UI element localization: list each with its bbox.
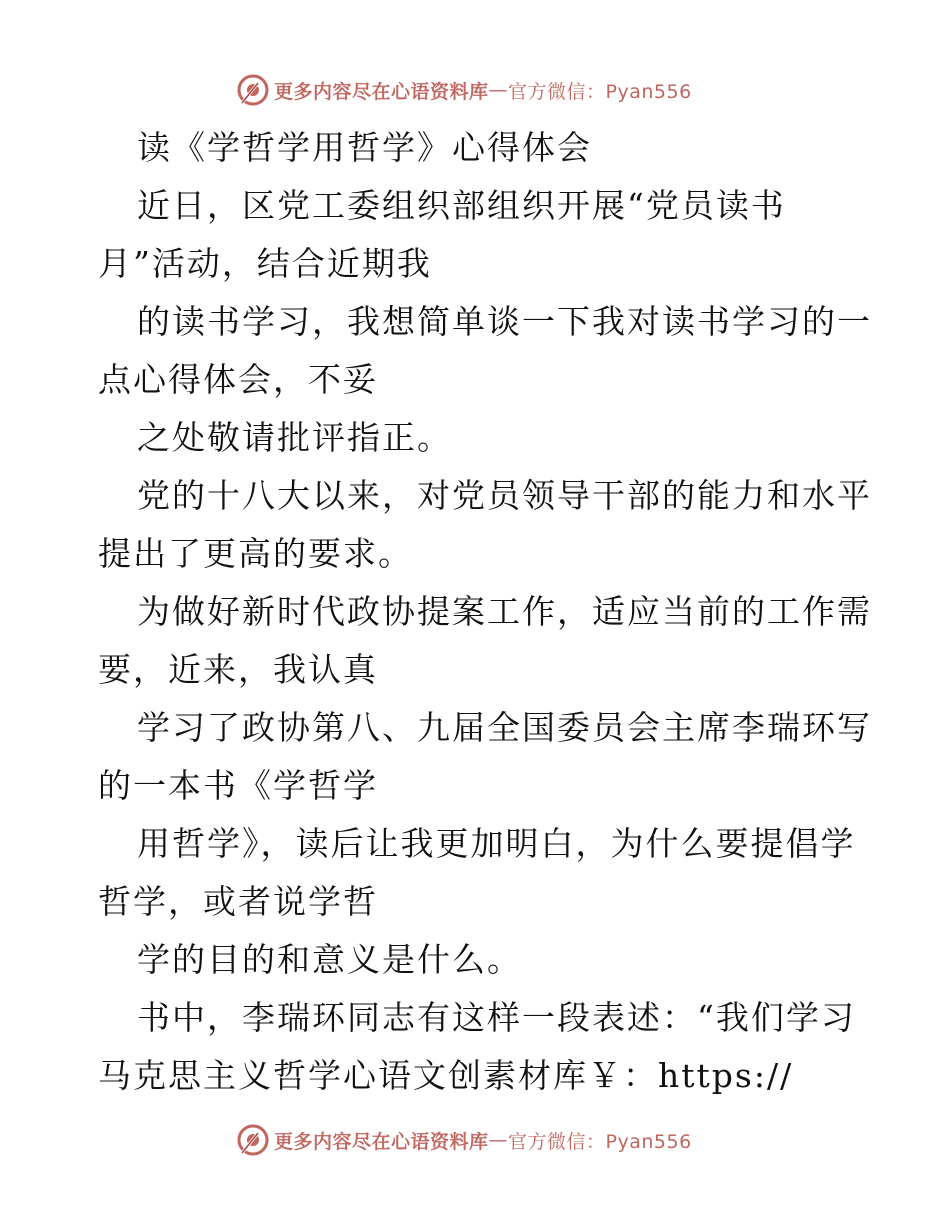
paragraph-line: 点心得体会，不妥 — [98, 360, 378, 399]
document-title: 读《学哲学用哲学》心得体会 — [137, 128, 592, 167]
paragraph-line: 要，近来，我认真 — [98, 650, 378, 689]
paragraph-line: 的读书学习，我想简单谈一下我对读书学习的一 — [137, 302, 872, 341]
paragraph-line: 书中，李瑞环同志有这样一段表述：“我们学习 — [137, 998, 856, 1037]
paragraph-line: 为做好新时代政协提案工作，适应当前的工作需 — [137, 592, 872, 631]
watermark-brand-text: 更多内容尽在心语资料库 — [274, 80, 489, 103]
watermark-dash: — — [488, 79, 509, 101]
watermark-contact-text: 官方微信：Pyan556 — [508, 1130, 692, 1153]
seal-logo-icon — [236, 1123, 270, 1157]
paragraph-line: 学的目的和意义是什么。 — [137, 940, 522, 979]
paragraph-line: 党的十八大以来，对党员领导干部的能力和水平 — [137, 476, 872, 515]
paragraph-line: 近日，区党工委组织部组织开展“党员读书 — [137, 186, 786, 225]
watermark-dash: — — [488, 1129, 509, 1151]
paragraph-line: 的一本书《学哲学 — [98, 766, 378, 805]
watermark-brand-text: 更多内容尽在心语资料库 — [274, 1130, 489, 1153]
paragraph-line: 学习了政协第八、九届全国委员会主席李瑞环写 — [137, 708, 872, 747]
paragraph-line: 之处敬请批评指正。 — [137, 418, 452, 457]
footer-watermark — [236, 1122, 716, 1158]
watermark-contact-text: 官方微信：Pyan556 — [508, 80, 692, 103]
paragraph-line: 马克思主义哲学心语文创素材库￥：https:// — [98, 1056, 794, 1095]
paragraph-line: 月”活动，结合近期我 — [98, 244, 432, 283]
paragraph-line: 提出了更高的要求。 — [98, 534, 413, 573]
paragraph-line: 哲学，或者说学哲 — [98, 882, 378, 921]
paragraph-line: 用哲学》，读后让我更加明白，为什么要提倡学 — [137, 824, 856, 863]
